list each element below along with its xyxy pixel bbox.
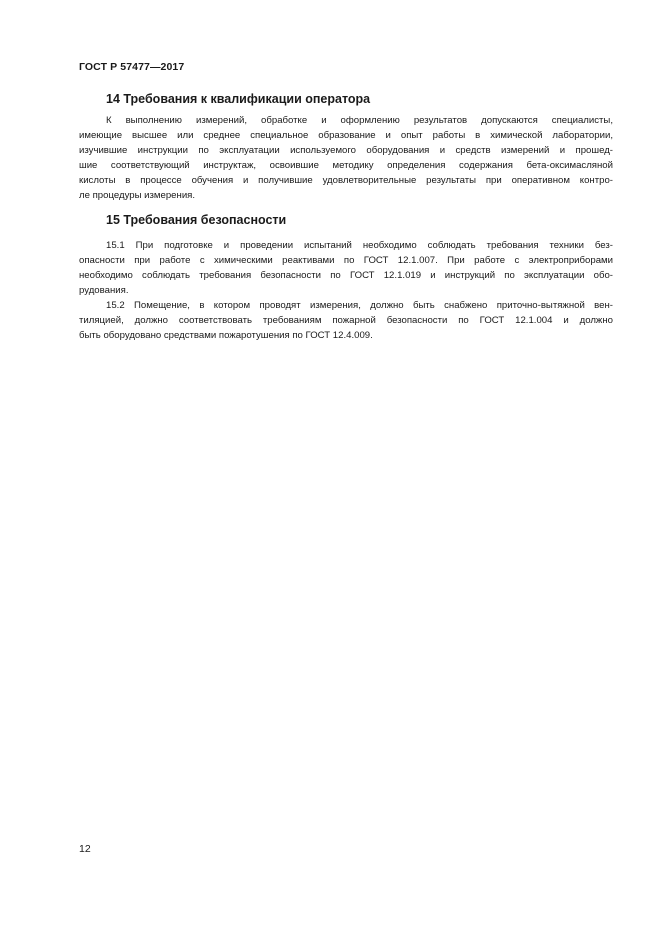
paragraph-line: необходимо соблюдать требования безопасности по ГОСТ 12.1.019 и инструкций по эксплуатации обо- (79, 270, 613, 281)
paragraph-line: тиляцией, должно соответствовать требованиям пожарной безопасности по ГОСТ 12.1.004 и должно (79, 315, 613, 326)
document-header: ГОСТ Р 57477—2017 (79, 61, 185, 73)
paragraph-line: ле процедуры измерения. (79, 190, 196, 201)
paragraph-line: быть оборудовано средствами пожаротушения по ГОСТ 12.4.009. (79, 330, 373, 341)
paragraph-line: 15.2 Помещение, в котором проводят измерения, должно быть снабжено приточно-вытяжной вен- (106, 300, 613, 311)
paragraph-line: имеющие высшее или среднее специальное образование и опыт работы в химической лаборатории, (79, 130, 613, 141)
paragraph-line: кислоты в процессе обучения и получившие удовлетворительные результаты при оперативном контро- (79, 175, 613, 186)
paragraph-line: изучившие инструкции по эксплуатации используемого оборудования и средств измерений и прошед- (79, 145, 613, 156)
paragraph-line: рудования. (79, 285, 129, 296)
page-number: 12 (79, 843, 91, 855)
paragraph-line: шие соответствующий инструктаж, освоившие методику определения содержания бета-оксимасляной (79, 160, 613, 171)
paragraph-line: К выполнению измерений, обработке и оформлению результатов допускаются специалисты, (106, 115, 613, 126)
paragraph-line: 15.1 При подготовке и проведении испытаний необходимо соблюдать требования техники без- (106, 240, 613, 251)
paragraph-line: опасности при работе с химическими реактивами по ГОСТ 12.1.007. При работе с электроприборами (79, 255, 613, 266)
section-title-14: 14 Требования к квалификации оператора (106, 92, 371, 106)
section-title-15: 15 Требования безопасности (106, 213, 287, 227)
